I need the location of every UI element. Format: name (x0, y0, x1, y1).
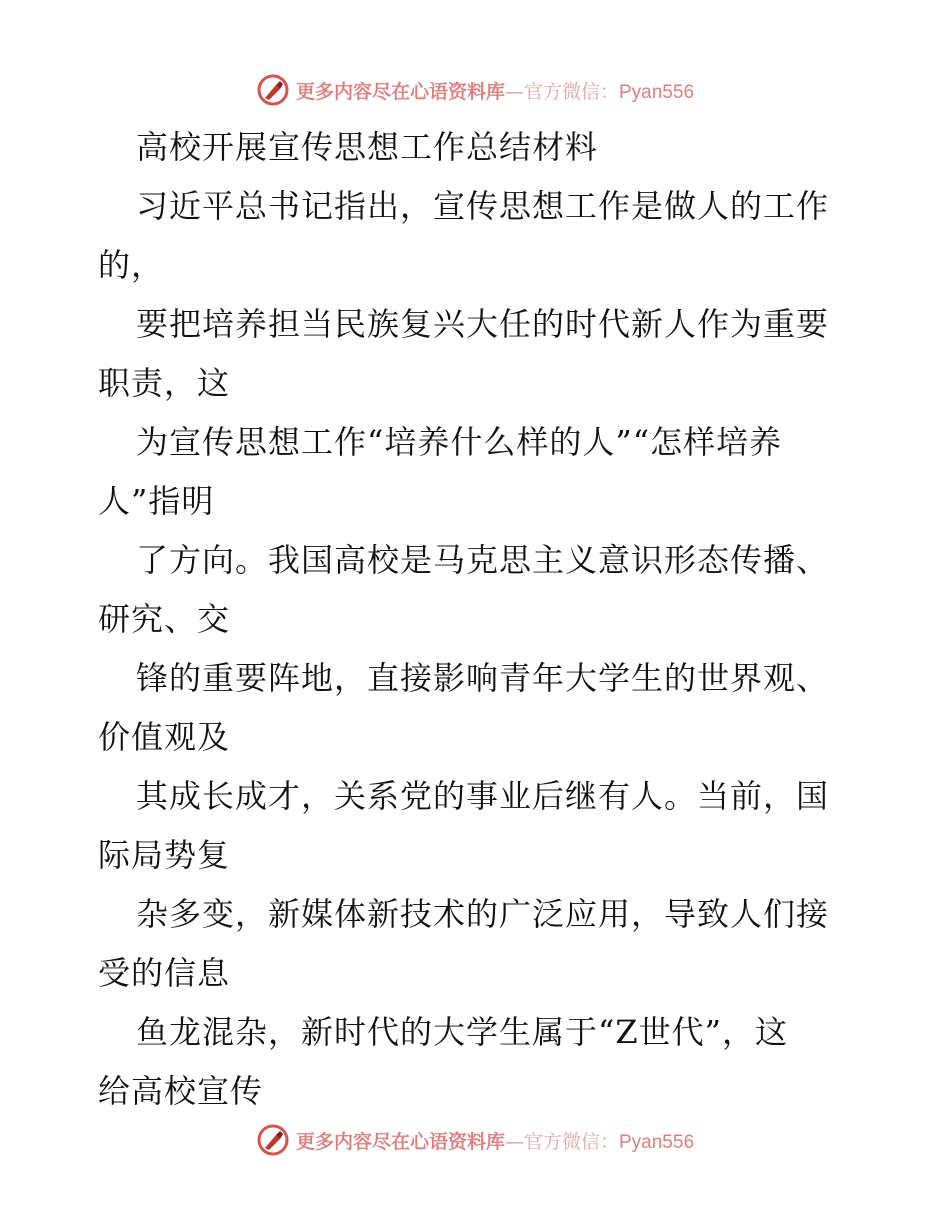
watermark-contact-label: 官方微信： (523, 80, 619, 103)
text-line: 杂多变，新媒体新技术的广泛应用，导致人们接 (136, 895, 830, 933)
watermark-contact-id: Pyan556 (619, 81, 695, 103)
watermark-separator: — (504, 80, 524, 103)
text-line: 了方向。我国高校是马克思主义意识形态传播、 (136, 541, 830, 579)
text-line: 锋的重要阵地，直接影响青年大学生的世界观、 (136, 659, 830, 697)
text-line: 人”指明 (98, 482, 215, 520)
text-line: 鱼龙混杂，新时代的大学生属于“Z世代”，这 (136, 1013, 788, 1051)
watermark-brand: 更多内容尽在心语资料库 (295, 80, 505, 103)
watermark-separator: — (504, 1130, 524, 1153)
watermark-text (296, 1127, 694, 1154)
header-watermark (0, 70, 950, 110)
text-line: 职责，这 (98, 364, 231, 402)
watermark-brand: 更多内容尽在心语资料库 (295, 1130, 505, 1153)
text-line: 其成长成才，关系党的事业后继有人。当前，国 (136, 777, 830, 815)
watermark-contact-label: 官方微信： (523, 1130, 619, 1153)
text-line: 受的信息 (98, 954, 231, 992)
text-line: 际局势复 (98, 836, 231, 874)
text-line: 给高校宣传 (98, 1072, 264, 1110)
pen-nib-in-circle-icon (256, 1123, 290, 1157)
watermark-contact-id: Pyan556 (619, 1131, 695, 1153)
footer-watermark (0, 1120, 950, 1160)
text-line: 习近平总书记指出，宣传思想工作是做人的工作 (136, 187, 830, 225)
text-line: 研究、交 (98, 600, 231, 638)
pen-nib-in-circle-icon (256, 73, 290, 107)
text-line: 要把培养担当民族复兴大任的时代新人作为重要 (136, 305, 830, 343)
watermark-text (296, 77, 694, 104)
document-title: 高校开展宣传思想工作总结材料 (136, 128, 599, 166)
document-body (98, 118, 858, 1121)
text-line: 价值观及 (98, 718, 231, 756)
text-line: 的， (98, 246, 165, 284)
text-line: 为宣传思想工作“培养什么样的人”“怎样培养 (136, 423, 783, 461)
